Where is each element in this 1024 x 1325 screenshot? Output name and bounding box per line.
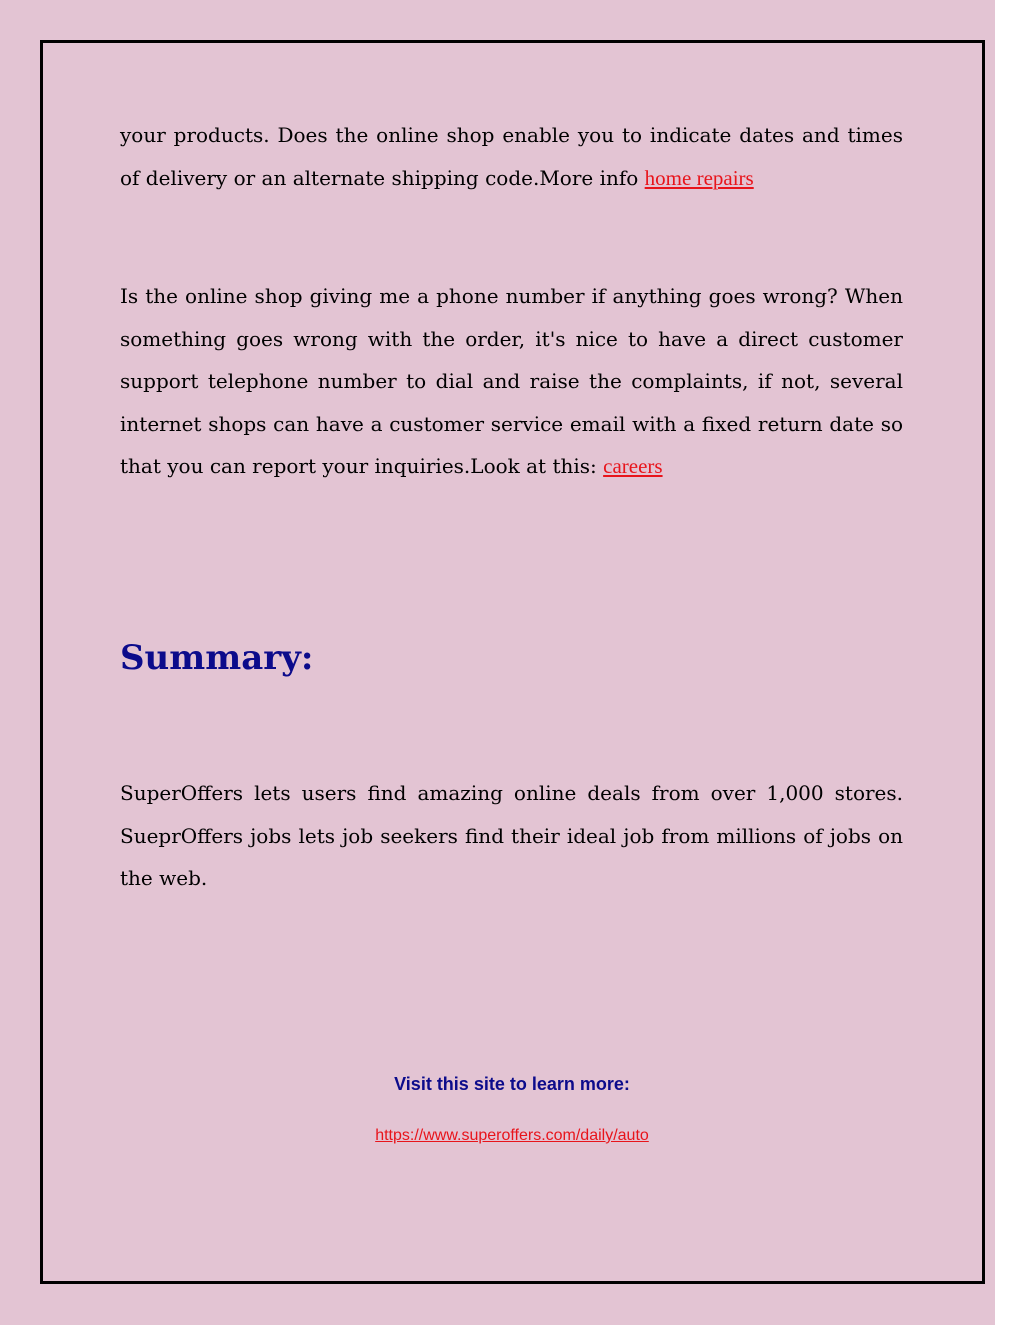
- home-repairs-link[interactable]: home repairs: [644, 165, 754, 190]
- paragraph-phone-support: [120, 275, 903, 488]
- summary-heading: Summary:: [120, 638, 314, 678]
- careers-link[interactable]: careers: [603, 454, 663, 478]
- paragraph-summary: SuperOffers lets users find amazing online deals from over 1,000 stores. SueprOffers jobs lets job seekers find their ideal job from millions of jobs on the web.: [120, 781, 903, 890]
- paragraph-delivery-text: your products. Does the online shop enable you to indicate dates and times of delivery or an alternate shipping code.More info: [120, 123, 903, 190]
- visit-site-label: Visit this site to learn more:: [394, 1074, 630, 1094]
- site-url-container: [0, 1127, 1024, 1145]
- paragraph-phone-support-text: Is the online shop giving me a phone number if anything goes wrong? When something goes wrong with the order, it's nice to have a direct customer support telephone number to dial and raise the complaints, if not, several internet shops can have a customer service email with a fixed return date so that you can report your inquiries.Look at this:: [120, 284, 903, 478]
- superoffers-url-link[interactable]: https://www.superoffers.com/daily/auto: [375, 1127, 649, 1144]
- paragraph-delivery: [120, 114, 903, 199]
